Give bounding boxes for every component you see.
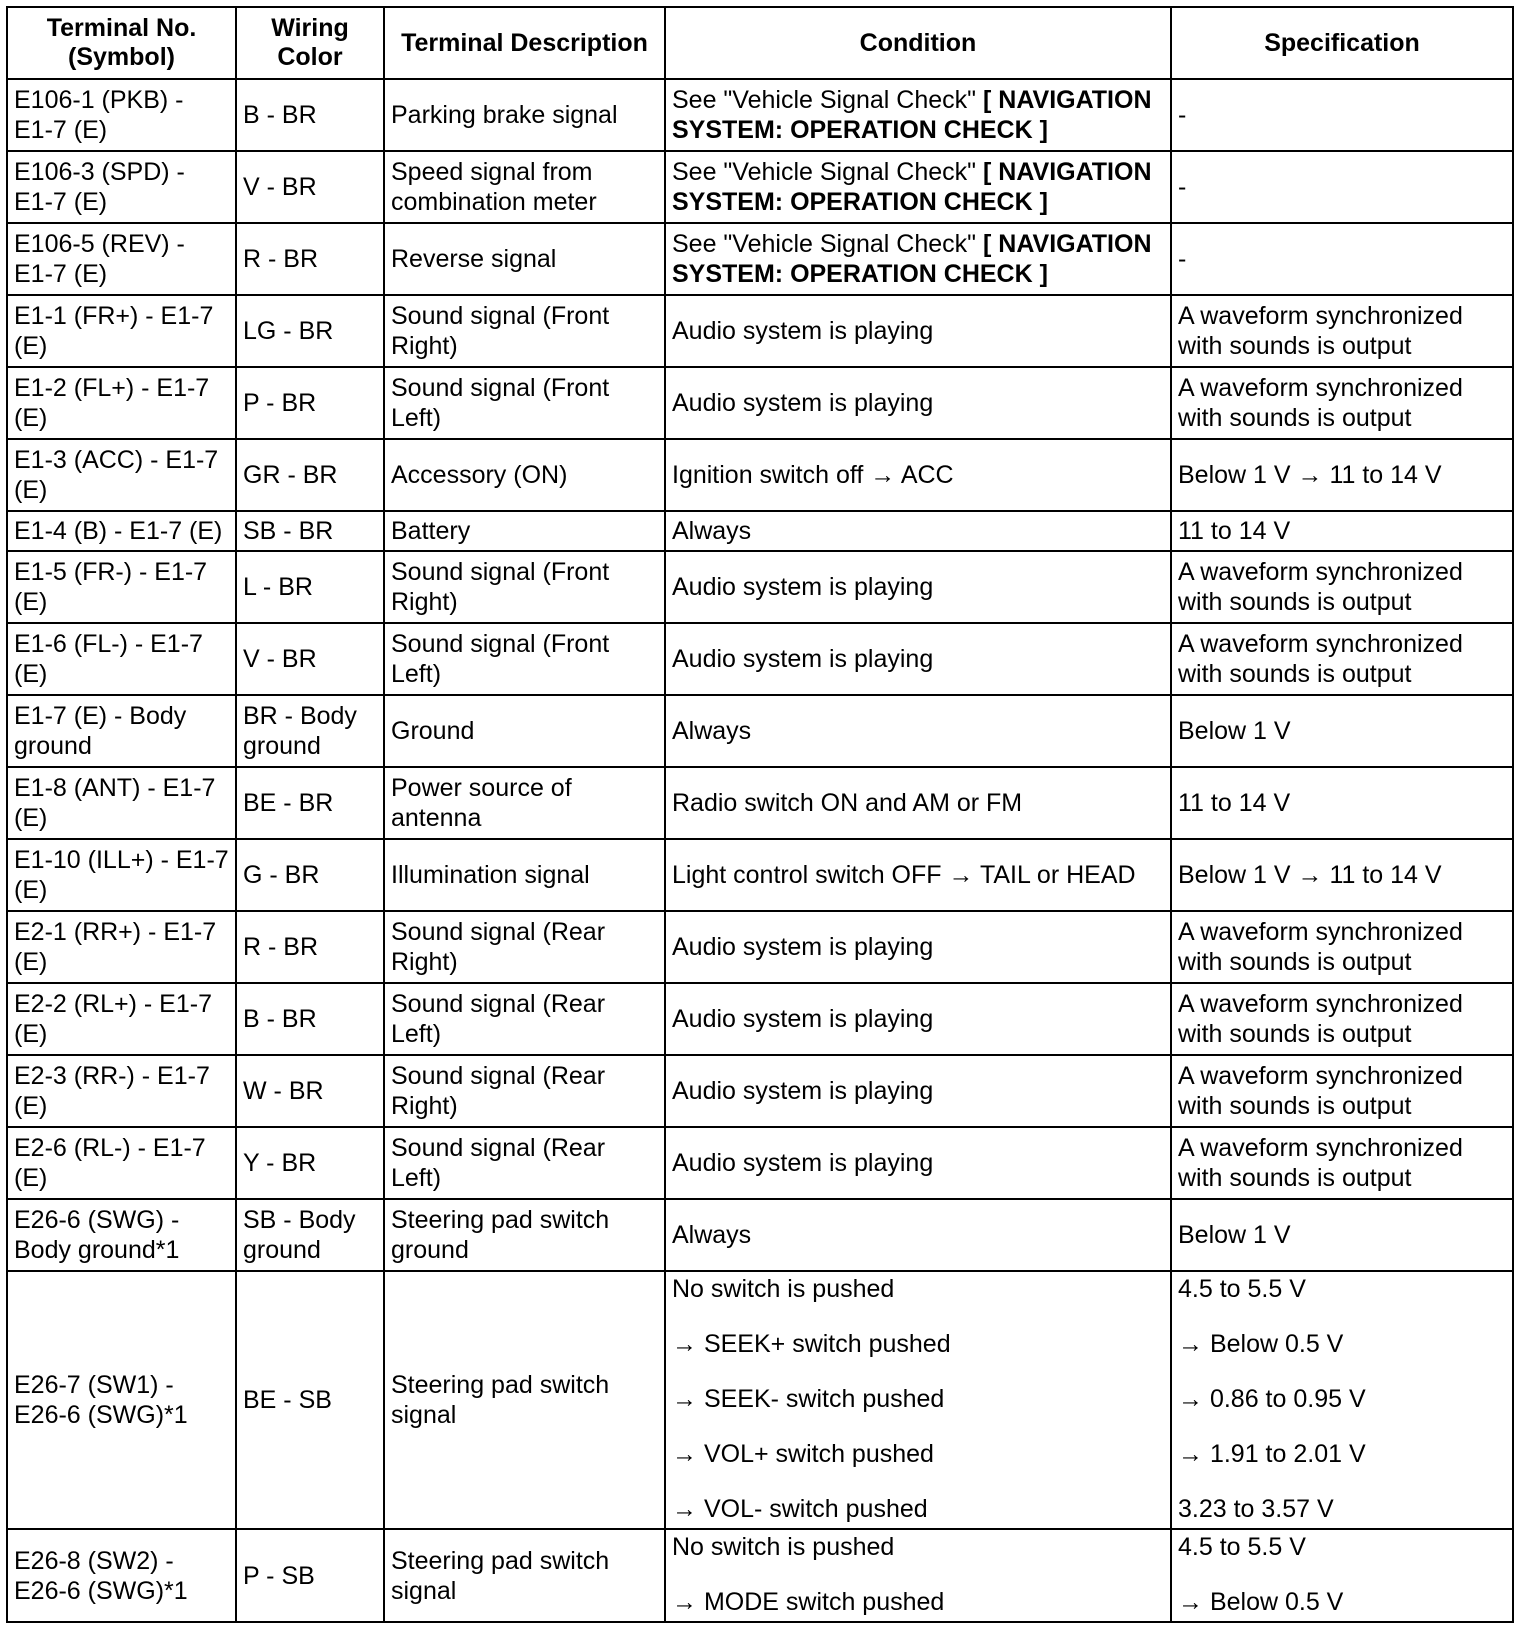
- table-row: [7, 695, 1513, 767]
- cell-specification: A waveform synchronized with sounds is output: [1171, 911, 1513, 983]
- spec-line: → 1.91 to 2.01 V: [1178, 1440, 1366, 1468]
- cell-specification: -: [1171, 223, 1513, 295]
- cell-terminal: E2-6 (RL-) - E1-7 (E): [7, 1127, 236, 1199]
- cell-wiring: R - BR: [236, 911, 384, 983]
- cell-wiring: G - BR: [236, 839, 384, 911]
- cell-condition: Audio system is playing: [665, 367, 1171, 439]
- cell-specification: -: [1171, 151, 1513, 223]
- condition-text: See "Vehicle Signal Check": [672, 230, 983, 258]
- table-row: [7, 511, 1513, 551]
- cell-terminal: E26-7 (SW1) - E26-6 (SWG)*1: [7, 1271, 236, 1529]
- cell-condition: [665, 1529, 1171, 1622]
- cell-specification: A waveform synchronized with sounds is output: [1171, 295, 1513, 367]
- cell-condition: Always: [665, 695, 1171, 767]
- header-terminal-description: Terminal Description: [384, 7, 665, 79]
- table-row: [7, 1055, 1513, 1127]
- terminal-spec-table: [6, 6, 1514, 1623]
- cell-condition: Audio system is playing: [665, 1127, 1171, 1199]
- condition-line: No switch is pushed: [672, 1275, 895, 1303]
- cell-condition: Audio system is playing: [665, 295, 1171, 367]
- cell-description: Steering pad switch ground: [384, 1199, 665, 1271]
- condition-link-text: [ NAVIGATION SYSTEM: OPERATION CHECK ]: [672, 86, 1152, 144]
- condition-line: → SEEK- switch pushed: [672, 1385, 945, 1413]
- cell-description: Sound signal (Front Left): [384, 367, 665, 439]
- condition-line: → MODE switch pushed: [672, 1588, 945, 1616]
- cell-condition: Always: [665, 1199, 1171, 1271]
- header-specification: Specification: [1171, 7, 1513, 79]
- table-row: [7, 367, 1513, 439]
- spec-line: → Below 0.5 V: [1178, 1588, 1344, 1616]
- cell-wiring: SB - Body ground: [236, 1199, 384, 1271]
- table-row: [7, 767, 1513, 839]
- cell-description: Illumination signal: [384, 839, 665, 911]
- table-row: [7, 1199, 1513, 1271]
- cell-specification: A waveform synchronized with sounds is output: [1171, 623, 1513, 695]
- cell-description: Battery: [384, 511, 665, 551]
- cell-wiring: BE - SB: [236, 1271, 384, 1529]
- cell-condition: Ignition switch off → ACC: [665, 439, 1171, 511]
- cell-description: Power source of antenna: [384, 767, 665, 839]
- cell-wiring: Y - BR: [236, 1127, 384, 1199]
- cell-wiring: B - BR: [236, 983, 384, 1055]
- cell-specification: A waveform synchronized with sounds is output: [1171, 551, 1513, 623]
- cell-specification: A waveform synchronized with sounds is output: [1171, 367, 1513, 439]
- cell-condition: [665, 223, 1171, 295]
- cell-specification: Below 1 V → 11 to 14 V: [1171, 439, 1513, 511]
- cell-specification: [1171, 1529, 1513, 1622]
- cell-description: Parking brake signal: [384, 79, 665, 151]
- table-row: [7, 983, 1513, 1055]
- condition-text: See "Vehicle Signal Check": [672, 158, 983, 186]
- spec-line: 4.5 to 5.5 V: [1178, 1275, 1306, 1303]
- cell-specification: [1171, 1271, 1513, 1529]
- cell-description: Sound signal (Front Left): [384, 623, 665, 695]
- cell-description: Sound signal (Rear Left): [384, 983, 665, 1055]
- table-row: [7, 551, 1513, 623]
- cell-terminal: E1-1 (FR+) - E1-7 (E): [7, 295, 236, 367]
- header-terminal: Terminal No. (Symbol): [7, 7, 236, 79]
- cell-description: Sound signal (Front Right): [384, 551, 665, 623]
- table-row: [7, 911, 1513, 983]
- header-wiring-color: Wiring Color: [236, 7, 384, 79]
- cell-wiring: B - BR: [236, 79, 384, 151]
- header-condition: Condition: [665, 7, 1171, 79]
- cell-description: Reverse signal: [384, 223, 665, 295]
- table-row-sw2: [7, 1529, 1513, 1622]
- table-row: [7, 439, 1513, 511]
- spec-line: → Below 0.5 V: [1178, 1330, 1344, 1358]
- cell-terminal: E1-6 (FL-) - E1-7 (E): [7, 623, 236, 695]
- cell-description: Sound signal (Rear Right): [384, 911, 665, 983]
- cell-wiring: BR - Body ground: [236, 695, 384, 767]
- cell-description: Steering pad switch signal: [384, 1271, 665, 1529]
- terminal-table-container: [6, 6, 1514, 1623]
- table-row: [7, 1127, 1513, 1199]
- cell-specification: Below 1 V: [1171, 1199, 1513, 1271]
- condition-line: → VOL+ switch pushed: [672, 1440, 934, 1468]
- cell-wiring: V - BR: [236, 623, 384, 695]
- table-row: [7, 79, 1513, 151]
- cell-terminal: E26-6 (SWG) - Body ground*1: [7, 1199, 236, 1271]
- cell-wiring: R - BR: [236, 223, 384, 295]
- cell-description: Sound signal (Rear Right): [384, 1055, 665, 1127]
- cell-condition: Radio switch ON and AM or FM: [665, 767, 1171, 839]
- table-row: [7, 839, 1513, 911]
- spec-line: → 0.86 to 0.95 V: [1178, 1385, 1366, 1413]
- condition-line: → VOL- switch pushed: [672, 1495, 928, 1523]
- cell-wiring: SB - BR: [236, 511, 384, 551]
- cell-description: Steering pad switch signal: [384, 1529, 665, 1622]
- cell-specification: Below 1 V → 11 to 14 V: [1171, 839, 1513, 911]
- table-row: [7, 151, 1513, 223]
- cell-terminal: E26-8 (SW2) - E26-6 (SWG)*1: [7, 1529, 236, 1622]
- cell-condition: Audio system is playing: [665, 623, 1171, 695]
- condition-line: No switch is pushed: [672, 1533, 895, 1561]
- cell-condition: Audio system is playing: [665, 983, 1171, 1055]
- cell-wiring: W - BR: [236, 1055, 384, 1127]
- cell-condition: Audio system is playing: [665, 1055, 1171, 1127]
- cell-specification: A waveform synchronized with sounds is output: [1171, 1055, 1513, 1127]
- cell-terminal: E2-2 (RL+) - E1-7 (E): [7, 983, 236, 1055]
- spec-line: 3.23 to 3.57 V: [1178, 1495, 1334, 1523]
- cell-terminal: E106-1 (PKB) - E1-7 (E): [7, 79, 236, 151]
- condition-line: → SEEK+ switch pushed: [672, 1330, 951, 1358]
- cell-condition: Light control switch OFF → TAIL or HEAD: [665, 839, 1171, 911]
- cell-condition: Audio system is playing: [665, 551, 1171, 623]
- cell-description: Sound signal (Front Right): [384, 295, 665, 367]
- cell-condition: [665, 79, 1171, 151]
- condition-link-text: [ NAVIGATION SYSTEM: OPERATION CHECK ]: [672, 230, 1152, 288]
- table-row: [7, 223, 1513, 295]
- cell-terminal: E2-1 (RR+) - E1-7 (E): [7, 911, 236, 983]
- cell-condition: [665, 1271, 1171, 1529]
- cell-description: Speed signal from combination meter: [384, 151, 665, 223]
- cell-specification: 11 to 14 V: [1171, 511, 1513, 551]
- cell-wiring: V - BR: [236, 151, 384, 223]
- cell-wiring: BE - BR: [236, 767, 384, 839]
- cell-wiring: LG - BR: [236, 295, 384, 367]
- cell-terminal: E1-8 (ANT) - E1-7 (E): [7, 767, 236, 839]
- cell-terminal: E1-4 (B) - E1-7 (E): [7, 511, 236, 551]
- cell-terminal: E106-5 (REV) - E1-7 (E): [7, 223, 236, 295]
- cell-terminal: E1-5 (FR-) - E1-7 (E): [7, 551, 236, 623]
- condition-link-text: [ NAVIGATION SYSTEM: OPERATION CHECK ]: [672, 158, 1152, 216]
- cell-terminal: E1-2 (FL+) - E1-7 (E): [7, 367, 236, 439]
- cell-terminal: E1-7 (E) - Body ground: [7, 695, 236, 767]
- header-row: [7, 7, 1513, 79]
- cell-wiring: P - SB: [236, 1529, 384, 1622]
- cell-terminal: E2-3 (RR-) - E1-7 (E): [7, 1055, 236, 1127]
- spec-line: 4.5 to 5.5 V: [1178, 1533, 1306, 1561]
- table-row-sw1: [7, 1271, 1513, 1529]
- condition-text: See "Vehicle Signal Check": [672, 86, 983, 114]
- cell-specification: Below 1 V: [1171, 695, 1513, 767]
- table-row: [7, 623, 1513, 695]
- cell-wiring: GR - BR: [236, 439, 384, 511]
- cell-specification: A waveform synchronized with sounds is output: [1171, 983, 1513, 1055]
- cell-condition: Always: [665, 511, 1171, 551]
- cell-wiring: P - BR: [236, 367, 384, 439]
- cell-description: Sound signal (Rear Left): [384, 1127, 665, 1199]
- cell-wiring: L - BR: [236, 551, 384, 623]
- cell-specification: -: [1171, 79, 1513, 151]
- cell-terminal: E1-10 (ILL+) - E1-7 (E): [7, 839, 236, 911]
- cell-condition: Audio system is playing: [665, 911, 1171, 983]
- cell-terminal: E106-3 (SPD) - E1-7 (E): [7, 151, 236, 223]
- cell-description: Accessory (ON): [384, 439, 665, 511]
- cell-condition: [665, 151, 1171, 223]
- table-row: [7, 295, 1513, 367]
- cell-terminal: E1-3 (ACC) - E1-7 (E): [7, 439, 236, 511]
- cell-specification: A waveform synchronized with sounds is output: [1171, 1127, 1513, 1199]
- cell-description: Ground: [384, 695, 665, 767]
- cell-specification: 11 to 14 V: [1171, 767, 1513, 839]
